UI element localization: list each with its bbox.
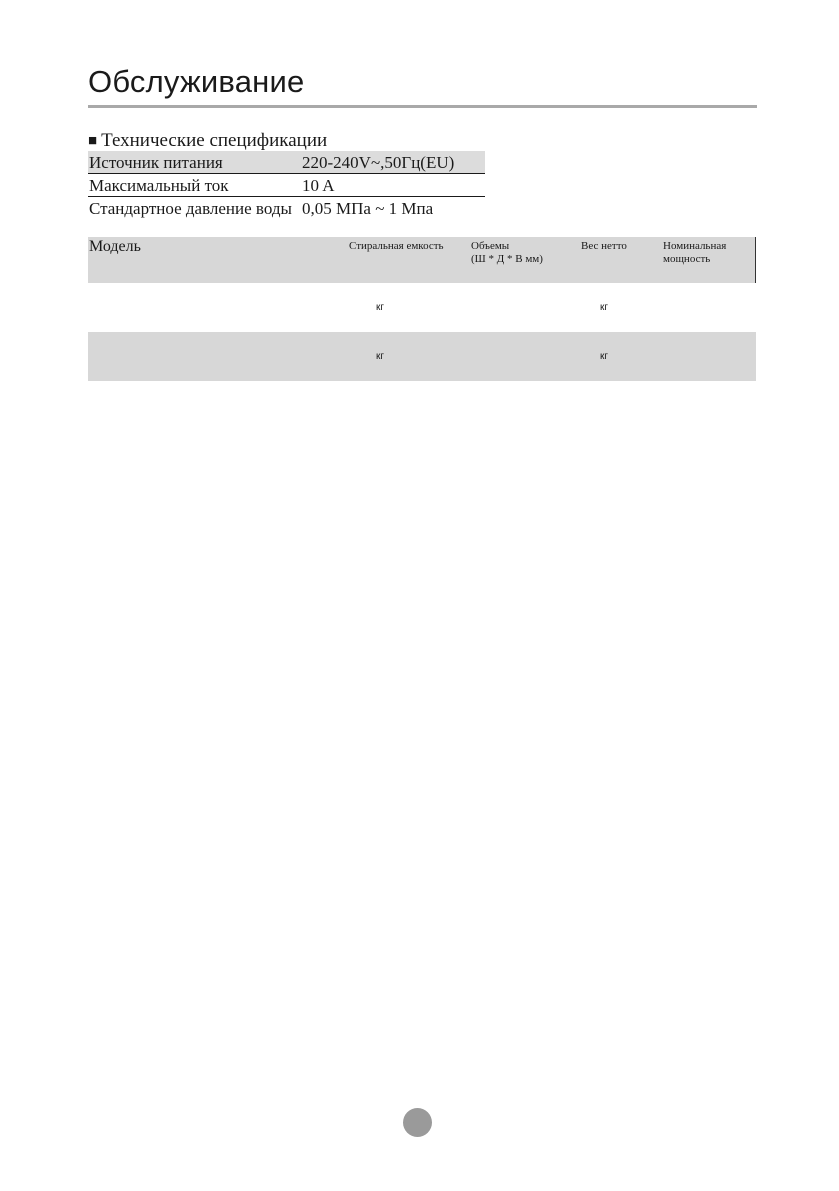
page-marker [403,1108,432,1137]
spec-label: Источник питания [88,151,302,174]
header-dimensions [471,237,581,283]
spec-value: 0,05 МПа ~ 1 Мпа [302,198,434,218]
models-header-row [88,237,756,283]
spec-label: Максимальный ток [88,174,302,197]
header-capacity: Стиральная емкость [349,240,444,252]
spec-row-max-current [88,174,485,197]
header-power-line1: Номинальная [663,240,727,252]
header-power [663,237,756,283]
capacity-unit: кг [376,302,385,313]
header-model: Модель [89,238,141,255]
square-bullet-icon: ■ [88,133,98,149]
capacity-unit: кг [347,332,471,381]
power-cell [663,332,756,381]
spec-label: Стандартное давление воды [89,198,292,218]
header-dimensions-line2: (Ш * Д * В мм) [471,253,543,265]
dimensions-cell [471,283,581,332]
model-name-cell [88,332,347,381]
title-divider [88,105,757,108]
spec-row-water-pressure [88,197,485,220]
header-weight: Вес нетто [581,240,627,252]
weight-unit: кг [600,302,609,313]
model-name-cell [88,283,347,332]
spec-value: 10 A [302,174,485,197]
specs-table [88,151,485,219]
weight-unit: кг [581,332,663,381]
power-cell [663,283,756,332]
model-row [88,283,756,332]
models-table [88,237,756,381]
header-dimensions-line1: Объемы [471,240,510,252]
spec-row-power-source [88,151,485,174]
specs-heading [88,130,327,152]
dimensions-cell [471,332,581,381]
specs-heading-text: Технические спецификации [101,130,328,151]
page-title: Обслуживание [88,64,305,99]
model-row [88,332,756,381]
spec-value: 220-240V~,50Гц(EU) [302,151,485,174]
header-power-line2: мощность [663,253,711,265]
